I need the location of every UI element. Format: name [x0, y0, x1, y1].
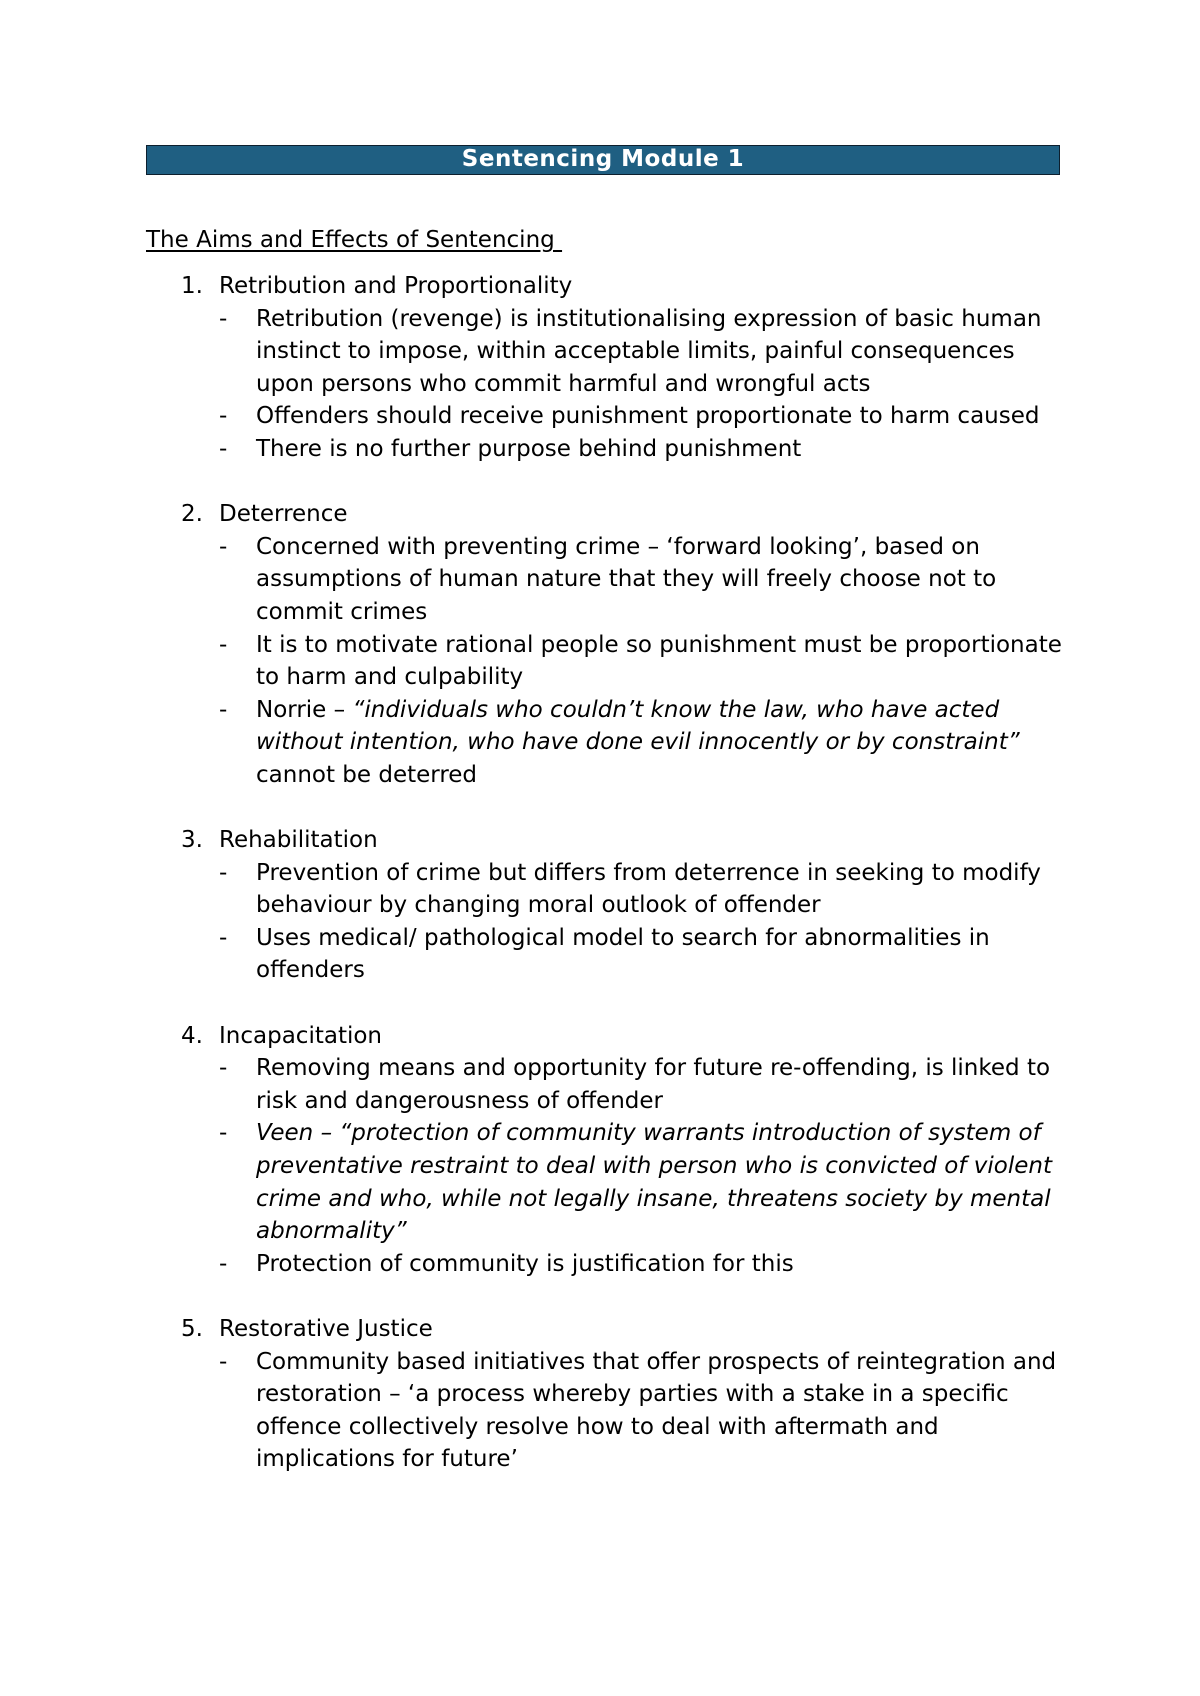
bullet-text: It is to motivate rational people so punishment must be proportionate to harm and culpability	[256, 631, 1062, 691]
aims-list	[0, 270, 1200, 1509]
dash-marker: -	[219, 1055, 228, 1082]
bullet-text: Prevention of crime but differs from deterrence in seeking to modify behaviour by changing moral outlook of offender	[256, 859, 1041, 919]
bullet-item	[0, 433, 1076, 466]
bullet-list	[0, 303, 1200, 466]
aim-section-restorative-justice	[0, 1313, 1200, 1476]
dash-marker: -	[219, 403, 228, 430]
dash-marker: -	[219, 435, 228, 462]
aim-title-text: Restorative Justice	[219, 1316, 433, 1342]
bullet-item	[0, 531, 1076, 629]
bullet-list	[0, 1346, 1200, 1476]
dash-marker: -	[219, 1348, 228, 1375]
aim-title	[0, 1020, 1200, 1053]
bullet-suffix: cannot be deterred	[256, 761, 478, 788]
bullet-item	[0, 694, 1076, 792]
aim-section-incapacitation	[0, 1020, 1200, 1281]
dash-marker: -	[219, 631, 228, 658]
bullet-text: There is no further purpose behind punishment	[256, 435, 802, 462]
bullet-item	[0, 400, 1076, 433]
dash-marker: -	[219, 533, 228, 560]
bullet-prefix: Norrie –	[256, 696, 353, 723]
aim-number: 1.	[181, 273, 203, 299]
aim-title	[0, 270, 1200, 303]
aim-title	[0, 498, 1200, 531]
bullet-quote: Veen – “protection of community warrants introduction of system of preventative restraint to deal with person who is convicted of violent crime and who, while not legally insane, threatens society by mental abnormality”	[256, 1120, 1052, 1245]
aim-title-text: Retribution and Proportionality	[219, 273, 573, 299]
aim-title	[0, 824, 1200, 857]
bullet-text: Uses medical/ pathological model to search for abnormalities in offenders	[256, 924, 990, 984]
page-title: Sentencing Module 1	[146, 145, 1060, 175]
bullet-item	[0, 629, 1076, 694]
dash-marker: -	[219, 924, 228, 951]
bullet-item	[0, 857, 1076, 922]
bullet-item	[0, 1117, 1076, 1247]
aim-title-text: Incapacitation	[219, 1022, 382, 1049]
aim-title	[0, 1313, 1200, 1346]
aim-number: 3.	[181, 827, 203, 854]
dash-marker: -	[219, 1120, 228, 1147]
aim-number: 4.	[181, 1022, 203, 1049]
bullet-quote: “individuals who couldn’t know the law, who have acted without intention, who have done evil innocently or by constraint”	[256, 696, 1020, 756]
bullet-list	[0, 857, 1200, 987]
aim-section-deterrence	[0, 498, 1200, 791]
section-heading: The Aims and Effects of Sentencing	[146, 227, 563, 253]
bullet-list	[0, 531, 1200, 792]
dash-marker: -	[219, 305, 228, 332]
bullet-list	[0, 1052, 1200, 1280]
bullet-item	[0, 922, 1076, 987]
bullet-text: Concerned with preventing crime – ‘forward looking’, based on assumptions of human nature that they will freely choose not to commit crimes	[256, 533, 997, 625]
bullet-item	[0, 1248, 1076, 1281]
dash-marker: -	[219, 859, 228, 886]
bullet-item	[0, 303, 1076, 401]
bullet-text: Protection of community is justification for this	[256, 1250, 794, 1277]
aim-number: 2.	[181, 501, 203, 528]
aim-section-rehabilitation	[0, 824, 1200, 987]
aim-number: 5.	[181, 1316, 203, 1342]
aim-section-retribution	[0, 270, 1200, 466]
bullet-text: Retribution (revenge) is institutionalising expression of basic human instinct to impose, within acceptable limits, painful consequences upon persons who commit harmful and wrongful acts	[256, 305, 1042, 397]
bullet-item	[0, 1346, 1076, 1476]
dash-marker: -	[219, 696, 228, 723]
aim-title-text: Deterrence	[219, 501, 348, 528]
bullet-text: Community based initiatives that offer prospects of reintegration and restoration – ‘a process whereby parties with a stake in a specific offence collectively resolve how to deal with aftermath and implications for future’	[256, 1348, 1057, 1473]
aim-title-text: Rehabilitation	[219, 827, 378, 854]
bullet-text: Removing means and opportunity for future re-offending, is linked to risk and dangerousness of offender	[256, 1055, 1051, 1114]
dash-marker: -	[219, 1250, 228, 1277]
bullet-item	[0, 1052, 1076, 1117]
bullet-text: Offenders should receive punishment proportionate to harm caused	[256, 403, 1040, 430]
